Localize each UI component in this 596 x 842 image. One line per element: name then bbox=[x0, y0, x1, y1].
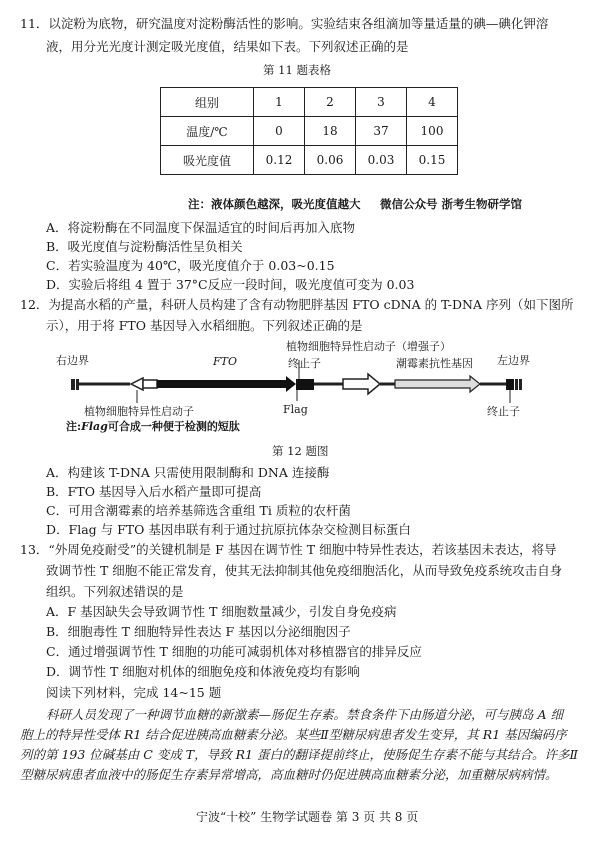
table-row bbox=[161, 88, 458, 117]
reading-line-2: 胞上的特异性受体 R1 结合促进胰高血糖素分泌。某些Ⅱ型糖尿病患者发生变异，其 R1 基因编码序 bbox=[20, 727, 567, 742]
q11-option-b[interactable]: B．吸光度值与淀粉酶活性呈负相关 bbox=[46, 239, 243, 254]
table-cell: 1 bbox=[254, 88, 305, 117]
q13-stem-line1: 13．“外周免疫耐受”的关键机制是 F 基因在调节性 T 细胞中特异性表达，若该基因未表达，将导 bbox=[20, 542, 557, 557]
reading-line-4: 型糖尿病患者血液中的肠促生存素异常增高，高血糖时仍促进胰高血糖素分泌，加重糖尿病病情。 bbox=[20, 767, 558, 782]
label-plant-promoter-enhancer: 植物细胞特异性启动子（增强子） bbox=[286, 340, 451, 353]
table-row bbox=[161, 117, 458, 146]
q13-option-a[interactable]: A．F 基因缺失会导致调节性 T 细胞数量减少，引发自身免疫病 bbox=[46, 604, 397, 619]
fto-gene-arrow bbox=[157, 376, 296, 392]
table-cell: 0.15 bbox=[407, 146, 458, 175]
q13-option-c[interactable]: C．通过增强调节性 T 细胞的功能可减弱机体对移植器官的排异反应 bbox=[46, 644, 422, 659]
label-right-border: 右边界 bbox=[56, 354, 89, 367]
figure-note bbox=[66, 418, 240, 434]
q12-figure-caption: 第 12 题图 bbox=[272, 444, 329, 458]
note-prefix: 注: bbox=[66, 420, 82, 433]
plant-promoter-arrow bbox=[131, 378, 143, 390]
terminator-block bbox=[506, 379, 514, 390]
q13-stem-line3: 组织。下列叙述错误的是 bbox=[46, 584, 184, 599]
q12-stem-line2: 示），用于将 FTO 基因导入水稻细胞。下列叙述正确的是 bbox=[46, 318, 363, 333]
label-hygromycin-gene: 潮霉素抗性基因 bbox=[396, 357, 473, 370]
q11-data-table bbox=[160, 87, 458, 175]
reading-line-1: 科研人员发现了一种调节血糖的新激素—肠促生存素。禁食条件下由肠道分泌，可与胰岛 A 细 bbox=[46, 707, 563, 722]
q11-option-c[interactable]: C．若实验温度为 40℃，吸光度值介于 0.03~0.15 bbox=[46, 258, 335, 273]
q11-stem-line1: 11．以淀粉为底物，研究温度对淀粉酶活性的影响。实验结束各组滴加等量适量的碘—碘化钾溶 bbox=[20, 16, 549, 31]
page-footer: 宁波“十校” 生物学试题卷 第 3 页 共 8 页 bbox=[196, 810, 419, 824]
q12-option-a[interactable]: A．构建该 T-DNA 只需使用限制酶和 DNA 连接酶 bbox=[46, 465, 330, 480]
flag-tag-block bbox=[296, 379, 314, 390]
table-cell: 组别 bbox=[161, 88, 254, 117]
q12-option-d[interactable]: D．Flag 与 FTO 基因串联有利于通过抗原抗体杂交检测目标蛋白 bbox=[46, 522, 411, 537]
label-fto: FTO bbox=[213, 355, 237, 368]
q11-table-note: 注：液体颜色越深，吸光度值越大 bbox=[188, 197, 361, 211]
table-cell: 18 bbox=[305, 117, 356, 146]
plant-promoter-enhancer-arrow bbox=[343, 374, 380, 394]
reading-line-3: 列的第 193 位碱基由 C 变成 T，导致 R1 蛋白的翻译提前终止，使肠促生存素不能与其结合。许多Ⅱ bbox=[20, 747, 578, 762]
table-cell: 0.12 bbox=[254, 146, 305, 175]
q12-stem-line1: 12．为提高水稻的产量，科研人员构建了含有动物肥胖基因 FTO cDNA 的 T-DNA 序列（如下图所 bbox=[20, 297, 574, 312]
q12-option-c[interactable]: C．可用含潮霉素的培养基筛选含重组 Ti 质粒的农杆菌 bbox=[46, 503, 351, 518]
reading-intro: 阅读下列材料，完成 14~15 题 bbox=[46, 685, 222, 700]
table-row bbox=[161, 146, 458, 175]
table-cell: 0 bbox=[254, 117, 305, 146]
table-cell: 4 bbox=[407, 88, 458, 117]
promoter-body bbox=[143, 380, 157, 388]
table-cell: 3 bbox=[356, 88, 407, 117]
table-cell: 0.03 bbox=[356, 146, 407, 175]
label-terminator-1: 终止子 bbox=[288, 357, 321, 370]
q11-option-d[interactable]: D．实验后将组 4 置于 37°C反应一段时间，吸光度值可变为 0.03 bbox=[46, 277, 415, 292]
hygromycin-gene-arrow bbox=[395, 376, 480, 392]
q11-option-a[interactable]: A．将淀粉酶在不同温度下保温适宜的时间后再加入底物 bbox=[46, 220, 356, 235]
table-cell: 2 bbox=[305, 88, 356, 117]
table-cell: 温度/℃ bbox=[161, 117, 254, 146]
table-cell: 0.06 bbox=[305, 146, 356, 175]
note-flag: Flag bbox=[81, 420, 108, 433]
q13-option-b[interactable]: B．细胞毒性 T 细胞特异性表达 F 基因以分泌细胞因子 bbox=[46, 624, 351, 639]
note-rest: 可合成一种便于检测的短肽 bbox=[107, 420, 240, 433]
table-cell: 100 bbox=[407, 117, 458, 146]
q13-stem-line2: 致调节性 T 细胞不能正常发育，使其无法抑制其他免疫细胞活化，从而导致免疫系统攻击自身 bbox=[46, 563, 563, 578]
q13-option-d[interactable]: D．调节性 T 细胞对机体的细胞免疫和体液免疫均有影响 bbox=[46, 664, 360, 679]
label-flag: Flag bbox=[283, 403, 308, 416]
q11-stem-line2: 液，用分光光度计测定吸光度值，结果如下表。下列叙述正确的是 bbox=[46, 39, 409, 54]
table-cell: 37 bbox=[356, 117, 407, 146]
table-cell: 吸光度值 bbox=[161, 146, 254, 175]
label-plant-promoter: 植物细胞特异性启动子 bbox=[84, 405, 194, 418]
q11-table-caption: 第 11 题表格 bbox=[263, 63, 331, 77]
label-terminator-2: 终止子 bbox=[487, 405, 520, 418]
q12-option-b[interactable]: B．FTO 基因导入后水稻产量即可提高 bbox=[46, 484, 262, 499]
left-border-marker bbox=[515, 379, 522, 390]
label-left-border: 左边界 bbox=[497, 354, 530, 367]
right-border-marker bbox=[71, 379, 79, 390]
watermark-text: 微信公众号 浙考生物研学馆 bbox=[380, 197, 523, 211]
